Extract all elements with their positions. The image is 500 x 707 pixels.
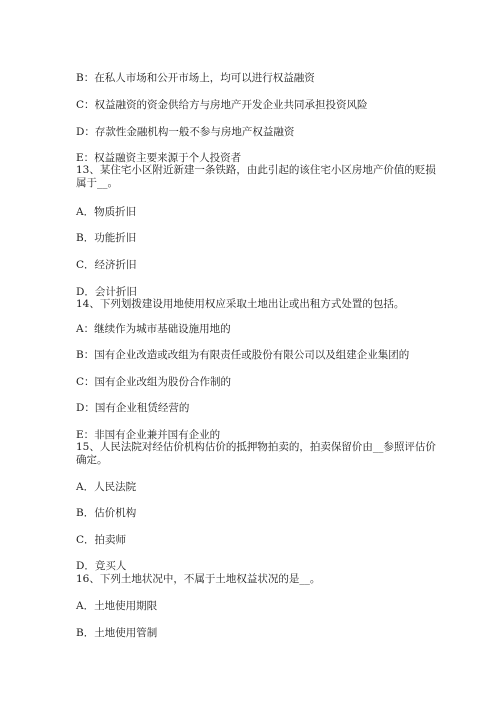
option-d-q15: D．竞买人 [76, 560, 127, 572]
option-b-q12: B：在私人市场和公开市场上，均可以进行权益融资 [76, 72, 315, 84]
option-d-q13: D．会计折旧 [76, 286, 137, 298]
option-a-q14: A：继续作为城市基础设施用地的 [76, 323, 231, 335]
option-c-q13: C．经济折旧 [76, 259, 137, 271]
option-a-q16: A．土地使用期限 [76, 600, 158, 612]
option-c-q12: C：权益融资的资金供给方与房地产开发企业共同承担投资风险 [76, 99, 368, 111]
question-13: 13、某住宅小区附近新建一条铁路，由此引起的该住宅小区房地产价值的贬损属于__。 [76, 164, 436, 189]
question-16: 16、下列土地状况中，不属于土地权益状况的是__。 [76, 573, 321, 585]
option-c-q15: C．拍卖师 [76, 534, 127, 546]
question-15: 15、人民法院对经估价机构估价的抵押物拍卖的，拍卖保留价由__参照评估价确定。 [76, 441, 436, 466]
option-b-q15: B．估价机构 [76, 507, 137, 519]
option-c-q14: C：国有企业改组为股份合作制的 [76, 376, 232, 388]
option-b-q13: B．功能折旧 [76, 232, 137, 244]
option-d-q14: D：国有企业租赁经营的 [76, 402, 190, 414]
option-e-q12: E：权益融资主要来源于个人投资者 [76, 152, 242, 164]
option-a-q13: A．物质折旧 [76, 206, 137, 218]
option-e-q14: E：非国有企业兼并国有企业的 [76, 429, 221, 441]
option-b-q14: B：国有企业改造或改组为有限责任或股份有限公司以及组建企业集团的 [76, 349, 410, 361]
option-b-q16: B．土地使用管制 [76, 627, 158, 639]
option-d-q12: D：存款性金融机构一般不参与房地产权益融资 [76, 126, 295, 138]
question-14: 14、下列划拨建设用地使用权应采取土地出让或出租方式处置的包括。 [76, 298, 405, 310]
option-a-q15: A．人民法院 [76, 481, 137, 493]
